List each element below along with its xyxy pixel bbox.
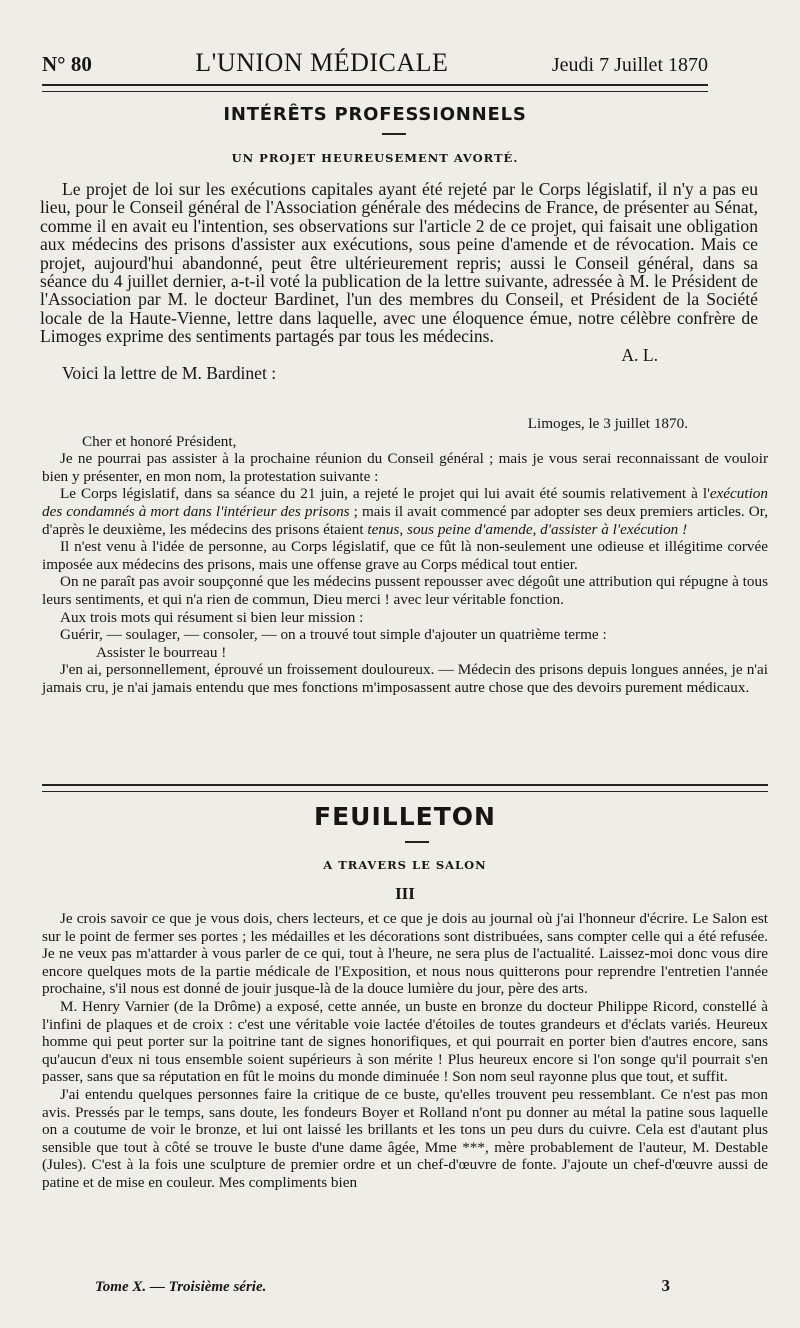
- issue-date: Jeudi 7 Juillet 1870: [551, 54, 708, 76]
- feuilleton-subtitle: A TRAVERS LE SALON: [323, 858, 487, 872]
- feuilleton-title-rule: [405, 841, 429, 843]
- intro-signature: A. L.: [621, 344, 658, 365]
- letter-paragraph: Il n'est venu à l'idée de personne, au Corps législatif, que ce fût là non-seulement une odieuse et illégitime corvée imposée aux médecins des prisons, mais une offense grave au Corps médical tout entier.: [42, 538, 768, 573]
- letter-place-date: Limoges, le 3 juillet 1870.: [527, 415, 688, 432]
- tome-series: Tome X. — Troisième série.: [95, 1279, 267, 1295]
- masthead: [42, 48, 708, 78]
- page-number: 3: [661, 1276, 670, 1295]
- section-title-rule: [382, 133, 406, 135]
- feuilleton-paragraph: M. Henry Varnier (de la Drôme) a exposé, cette année, un buste en bronze du docteur Philippe Ricord, constellé à l'infini de plaques et de croix : c'est une véritable voie lactée d'étoiles de toutes grandeurs et d'éclats variés. Heureux homme qui peut porter sur la poitrine tant de signes honorifiques, et qui pourrait en porter bien d'autres encore, sans qu'aucun d'eux ni tous ensemble soient supérieurs à son mérite ! Plus heureux encore si l'on songe qu'il pourrait s'en passer, sans que sa réputation en fût le moins du monde diminuée ! Son nom seul rayonne plus que tout, et suffit.: [42, 997, 768, 1086]
- letter-paragraph: Je ne pourrai pas assister à la prochaine réunion du Conseil général ; mais je vous serai reconnaissant de vouloir bien y présenter, en mon nom, la protestation suivante :: [42, 450, 768, 485]
- intro-text: Le projet de loi sur les exécutions capitales ayant été rejeté par le Corps législatif, il n'y a pas eu lieu, pour le Conseil général de l'Association générale des médecins de France, de présenter au Sénat, comme il en avait eu l'intention, ses observations sur l'article 2 de ce projet, qui faisait une obligation aux médecins des prisons d'assister aux exécutions, sous peine d'amende et de révocation. Mais ce projet, aujourd'hui abandonné, peut être ultérieurement repris; aussi le Conseil général, dans sa séance du 4 juillet dernier, a-t-il voté la publication de la lettre suivante, adressée à M. le Président de l'Association par M. le docteur Bardinet, l'un des membres du Conseil, et Président de la Société locale de la Haute-Vienne, lettre dans laquelle, avec une éloquence émue, notre célèbre confrère de Limoges exprime des sentiments partagés par tous les médecins.: [40, 179, 758, 347]
- bardinet-letter: [42, 415, 768, 697]
- masthead-rule: [42, 84, 708, 92]
- letter-paragraph: J'en ai, personnellement, éprouvé un froissement douloureux. — Médecin des prisons depuis longues années, je n'ai jamais cru, je n'ai jamais entendu que mes fonctions m'imposassent autre chose que des devoirs purement médicaux.: [42, 661, 768, 696]
- feuilleton-rule: [42, 784, 768, 792]
- letter-paragraph: Assister le bourreau !: [96, 643, 227, 661]
- letter-salutation: Cher et honoré Président,: [82, 432, 237, 450]
- voici-line: Voici la lettre de M. Bardinet :: [62, 363, 277, 384]
- article-subtitle: UN PROJET HEUREUSEMENT AVORTÉ.: [231, 151, 519, 165]
- page-footer: [95, 1276, 670, 1296]
- letter-paragraph: Le Corps législatif, dans sa séance du 21 juin, a rejeté le projet qui lui avait été soumis relativement à l'exécution des condamnés à mort dans l'intérieur des prisons ; mais il avait commencé par adopter ses deux premiers articles. Or, d'après le deuxième, les médecins des prisons étaient tenus, sous peine d'amende, d'assister à l'exécution !: [42, 485, 768, 538]
- feuilleton-paragraph: Je crois savoir ce que je vous dois, chers lecteurs, et ce que je dois au journal où j'ai l'honneur d'écrire. Le Salon est sur le point de fermer ses portes ; les médailles et les décorations sont distribuées, sans compter celle qui a été refusée. Je ne veux pas m'attarder à vous parler de ce qui, tout à l'heure, ne sera plus de l'actualité. Laissez-moi donc vous dire encore quelques mots de la partie médicale de l'Exposition, et nous nous quitterons pour reprendre l'entretien l'année prochaine, s'il nous est donné de jouir jusque-là de la douce lumière du jour, père des arts.: [42, 910, 768, 998]
- journal-title: L'UNION MÉDICALE: [195, 48, 449, 77]
- issue-number: N° 80: [42, 52, 92, 76]
- letter-paragraph: Guérir, — soulager, — consoler, — on a trouvé tout simple d'ajouter un quatrième terme :: [60, 626, 607, 644]
- feuilleton-title: FEUILLETON: [314, 802, 496, 831]
- letter-paragraph: On ne paraît pas avoir soupçonné que les médecins pussent repousser avec dégoût une attribution qui répugne à tous leurs sentiments, et qui n'a rien de commun, Dieu merci ! avec leur véritable fonction.: [42, 573, 768, 608]
- article-intro: [40, 180, 758, 382]
- section-title: INTÉRÊTS PROFESSIONNELS: [223, 104, 527, 125]
- feuilleton-part: III: [395, 884, 415, 903]
- feuilleton-paragraph: J'ai entendu quelques personnes faire la critique de ce buste, qu'elles trouvent peu ressemblant. Ce n'est pas mon avis. Pressés par le temps, sans doute, les fondeurs Boyer et Rolland n'ont pu donner au métal la patine sous laquelle on a coutume de voir le bronze, et lui ont laissé les brillants et les tons un peu durs du cuivre. Cela est d'autant plus sensible que tout à côté se trouve le buste d'une dame âgée, Mme ***, mère probablement de l'auteur, M. Destable (Jules). C'est à la fois une sculpture de premier ordre et un chef-d'œuvre de fonte. J'ajoute un chef-d'œuvre aussi de patine et de mise en couleur. Mes compliments bien: [42, 1085, 768, 1191]
- letter-paragraph: Aux trois mots qui résument si bien leur mission :: [60, 608, 364, 626]
- feuilleton-body: [42, 910, 768, 1192]
